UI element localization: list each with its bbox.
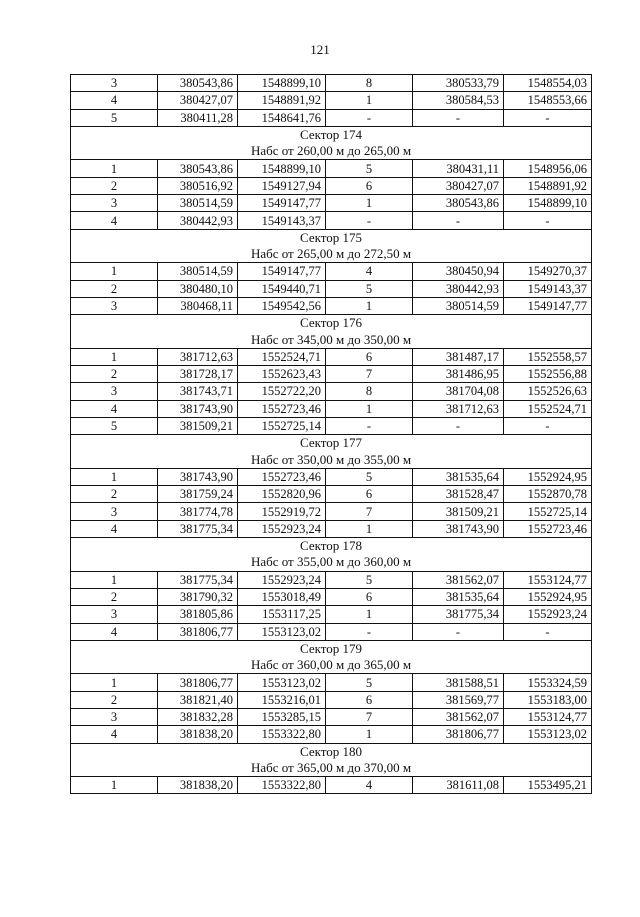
point-number-cell: - bbox=[326, 212, 413, 229]
y-coordinate-cell: 1549143,37 bbox=[504, 280, 592, 297]
y-coordinate-cell: 1552924,95 bbox=[504, 588, 592, 605]
y-coordinate-cell: 1552923,24 bbox=[238, 520, 326, 537]
y-coordinate-cell: 1552558,57 bbox=[504, 348, 592, 365]
x-coordinate-cell: 380468,11 bbox=[158, 297, 238, 314]
point-number-cell: 8 bbox=[326, 383, 413, 400]
y-coordinate-cell: 1553285,15 bbox=[238, 708, 326, 725]
sector-title: Сектор 180 bbox=[71, 743, 592, 760]
y-coordinate-cell: 1549147,77 bbox=[238, 263, 326, 280]
point-number-cell: 2 bbox=[71, 486, 158, 503]
point-number-cell: 5 bbox=[326, 160, 413, 177]
y-coordinate-cell: 1548554,03 bbox=[504, 75, 592, 92]
point-number-cell: 4 bbox=[326, 777, 413, 794]
x-coordinate-cell: 381535,64 bbox=[413, 468, 504, 485]
x-coordinate-cell: 380427,07 bbox=[413, 177, 504, 194]
sector-subtitle: Набс от 365,00 м до 370,00 м bbox=[71, 760, 592, 777]
x-coordinate-cell: 381805,86 bbox=[158, 606, 238, 623]
y-coordinate-cell: 1552623,43 bbox=[238, 366, 326, 383]
y-coordinate-cell: 1552919,72 bbox=[238, 503, 326, 520]
y-coordinate-cell: 1552556,88 bbox=[504, 366, 592, 383]
y-coordinate-cell: 1553124,77 bbox=[504, 708, 592, 725]
y-coordinate-cell: 1552723,46 bbox=[238, 400, 326, 417]
point-number-cell: 1 bbox=[326, 520, 413, 537]
sector-title-row bbox=[71, 229, 592, 246]
x-coordinate-cell: 381775,34 bbox=[158, 520, 238, 537]
table-row bbox=[71, 160, 592, 177]
y-coordinate-cell: 1548891,92 bbox=[238, 92, 326, 109]
coordinates-table bbox=[70, 74, 592, 794]
point-number-cell: 4 bbox=[71, 726, 158, 743]
y-coordinate-cell: 1553123,02 bbox=[504, 726, 592, 743]
sector-title-row bbox=[71, 538, 592, 555]
y-coordinate-cell: 1548891,92 bbox=[504, 177, 592, 194]
table-row bbox=[71, 280, 592, 297]
point-number-cell: 2 bbox=[71, 177, 158, 194]
table-row bbox=[71, 571, 592, 588]
y-coordinate-cell: 1548899,10 bbox=[504, 195, 592, 212]
table-row bbox=[71, 588, 592, 605]
point-number-cell: - bbox=[326, 623, 413, 640]
sector-subtitle-row bbox=[71, 331, 592, 348]
x-coordinate-cell: 381775,34 bbox=[158, 571, 238, 588]
point-number-cell: 1 bbox=[71, 263, 158, 280]
point-number-cell: 1 bbox=[71, 468, 158, 485]
y-coordinate-cell: 1553324,59 bbox=[504, 674, 592, 691]
y-coordinate-cell: 1552526,63 bbox=[504, 383, 592, 400]
x-coordinate-cell: 381509,21 bbox=[413, 503, 504, 520]
x-coordinate-cell: 380442,93 bbox=[158, 212, 238, 229]
x-coordinate-cell: 381759,24 bbox=[158, 486, 238, 503]
x-coordinate-cell: 381704,08 bbox=[413, 383, 504, 400]
point-number-cell: 1 bbox=[326, 606, 413, 623]
x-coordinate-cell: 381743,90 bbox=[158, 468, 238, 485]
y-coordinate-cell: 1549127,94 bbox=[238, 177, 326, 194]
x-coordinate-cell: 381528,47 bbox=[413, 486, 504, 503]
table-row bbox=[71, 674, 592, 691]
table-row bbox=[71, 520, 592, 537]
table-row bbox=[71, 297, 592, 314]
table-row bbox=[71, 75, 592, 92]
y-coordinate-cell: 1552524,71 bbox=[504, 400, 592, 417]
y-coordinate-cell: 1553322,80 bbox=[238, 777, 326, 794]
sector-title-row bbox=[71, 435, 592, 452]
x-coordinate-cell: 380431,11 bbox=[413, 160, 504, 177]
sector-title: Сектор 178 bbox=[71, 538, 592, 555]
sector-subtitle-row bbox=[71, 760, 592, 777]
table-row bbox=[71, 195, 592, 212]
point-number-cell: 6 bbox=[326, 348, 413, 365]
point-number-cell: 1 bbox=[326, 92, 413, 109]
point-number-cell: 6 bbox=[326, 177, 413, 194]
x-coordinate-cell: 381712,63 bbox=[413, 400, 504, 417]
y-coordinate-cell: 1549147,77 bbox=[238, 195, 326, 212]
sector-subtitle: Набс от 350,00 м до 355,00 м bbox=[71, 452, 592, 469]
y-coordinate-cell: 1553124,77 bbox=[504, 571, 592, 588]
x-coordinate-cell: 380442,93 bbox=[413, 280, 504, 297]
y-coordinate-cell: 1552924,95 bbox=[504, 468, 592, 485]
point-number-cell: 6 bbox=[326, 691, 413, 708]
sector-title: Сектор 174 bbox=[71, 126, 592, 143]
x-coordinate-cell: 381806,77 bbox=[413, 726, 504, 743]
point-number-cell: 1 bbox=[71, 674, 158, 691]
point-number-cell: 2 bbox=[71, 691, 158, 708]
x-coordinate-cell: 381509,21 bbox=[158, 417, 238, 434]
table-row bbox=[71, 503, 592, 520]
point-number-cell: 1 bbox=[71, 160, 158, 177]
y-coordinate-cell: 1549542,56 bbox=[238, 297, 326, 314]
x-coordinate-cell: 381486,95 bbox=[413, 366, 504, 383]
table-row bbox=[71, 263, 592, 280]
point-number-cell: 4 bbox=[71, 212, 158, 229]
y-coordinate-cell: 1552722,20 bbox=[238, 383, 326, 400]
coordinates-table-body bbox=[71, 75, 592, 794]
table-row bbox=[71, 92, 592, 109]
y-coordinate-cell: 1552870,78 bbox=[504, 486, 592, 503]
y-coordinate-cell: 1553216,01 bbox=[238, 691, 326, 708]
x-coordinate-cell: - bbox=[413, 212, 504, 229]
y-coordinate-cell: 1548956,06 bbox=[504, 160, 592, 177]
y-coordinate-cell: 1548553,66 bbox=[504, 92, 592, 109]
x-coordinate-cell: 380450,94 bbox=[413, 263, 504, 280]
table-row bbox=[71, 623, 592, 640]
x-coordinate-cell: 381790,32 bbox=[158, 588, 238, 605]
sector-subtitle: Набс от 260,00 м до 265,00 м bbox=[71, 143, 592, 160]
table-row bbox=[71, 212, 592, 229]
x-coordinate-cell: 381838,20 bbox=[158, 726, 238, 743]
y-coordinate-cell: 1553183,00 bbox=[504, 691, 592, 708]
y-coordinate-cell: 1552725,14 bbox=[238, 417, 326, 434]
sector-subtitle: Набс от 345,00 м до 350,00 м bbox=[71, 331, 592, 348]
y-coordinate-cell: 1553123,02 bbox=[238, 674, 326, 691]
table-row bbox=[71, 383, 592, 400]
point-number-cell: 1 bbox=[71, 777, 158, 794]
sector-subtitle-row bbox=[71, 554, 592, 571]
y-coordinate-cell: - bbox=[504, 417, 592, 434]
point-number-cell: 7 bbox=[326, 503, 413, 520]
table-row bbox=[71, 177, 592, 194]
point-number-cell: 4 bbox=[71, 623, 158, 640]
y-coordinate-cell: 1549270,37 bbox=[504, 263, 592, 280]
sector-subtitle-row bbox=[71, 246, 592, 263]
table-row bbox=[71, 486, 592, 503]
point-number-cell: - bbox=[326, 109, 413, 126]
y-coordinate-cell: 1553018,49 bbox=[238, 588, 326, 605]
x-coordinate-cell: 381728,17 bbox=[158, 366, 238, 383]
x-coordinate-cell: 381569,77 bbox=[413, 691, 504, 708]
y-coordinate-cell: 1552923,24 bbox=[238, 571, 326, 588]
y-coordinate-cell: - bbox=[504, 623, 592, 640]
x-coordinate-cell: 380514,59 bbox=[413, 297, 504, 314]
x-coordinate-cell: 381743,71 bbox=[158, 383, 238, 400]
y-coordinate-cell: 1552820,96 bbox=[238, 486, 326, 503]
y-coordinate-cell: 1553117,25 bbox=[238, 606, 326, 623]
y-coordinate-cell: 1548899,10 bbox=[238, 160, 326, 177]
y-coordinate-cell: 1553495,21 bbox=[504, 777, 592, 794]
sector-title: Сектор 176 bbox=[71, 315, 592, 332]
table-row bbox=[71, 109, 592, 126]
x-coordinate-cell: 381832,28 bbox=[158, 708, 238, 725]
point-number-cell: 2 bbox=[71, 366, 158, 383]
y-coordinate-cell: - bbox=[504, 212, 592, 229]
point-number-cell: 5 bbox=[326, 468, 413, 485]
y-coordinate-cell: 1552725,14 bbox=[504, 503, 592, 520]
y-coordinate-cell: - bbox=[504, 109, 592, 126]
sector-title: Сектор 179 bbox=[71, 640, 592, 657]
point-number-cell: 3 bbox=[71, 606, 158, 623]
x-coordinate-cell: 380514,59 bbox=[158, 195, 238, 212]
x-coordinate-cell: - bbox=[413, 109, 504, 126]
point-number-cell: 3 bbox=[71, 75, 158, 92]
x-coordinate-cell: 381806,77 bbox=[158, 623, 238, 640]
point-number-cell: 1 bbox=[326, 726, 413, 743]
y-coordinate-cell: 1549147,77 bbox=[504, 297, 592, 314]
point-number-cell: 5 bbox=[326, 280, 413, 297]
point-number-cell: 4 bbox=[326, 263, 413, 280]
y-coordinate-cell: 1552923,24 bbox=[504, 606, 592, 623]
y-coordinate-cell: 1552723,46 bbox=[504, 520, 592, 537]
sector-subtitle-row bbox=[71, 143, 592, 160]
x-coordinate-cell: 381774,78 bbox=[158, 503, 238, 520]
sector-subtitle: Набс от 265,00 м до 272,50 м bbox=[71, 246, 592, 263]
x-coordinate-cell: 381821,40 bbox=[158, 691, 238, 708]
point-number-cell: 5 bbox=[326, 571, 413, 588]
y-coordinate-cell: 1552524,71 bbox=[238, 348, 326, 365]
x-coordinate-cell: 380543,86 bbox=[413, 195, 504, 212]
table-row bbox=[71, 726, 592, 743]
point-number-cell: 8 bbox=[326, 75, 413, 92]
sector-subtitle: Набс от 355,00 м до 360,00 м bbox=[71, 554, 592, 571]
point-number-cell: 6 bbox=[326, 588, 413, 605]
x-coordinate-cell: 381588,51 bbox=[413, 674, 504, 691]
point-number-cell: 1 bbox=[326, 195, 413, 212]
point-number-cell: 5 bbox=[71, 417, 158, 434]
x-coordinate-cell: 381838,20 bbox=[158, 777, 238, 794]
y-coordinate-cell: 1553123,02 bbox=[238, 623, 326, 640]
sector-title-row bbox=[71, 640, 592, 657]
point-number-cell: 6 bbox=[326, 486, 413, 503]
point-number-cell: 4 bbox=[71, 520, 158, 537]
table-row bbox=[71, 691, 592, 708]
point-number-cell: 4 bbox=[71, 92, 158, 109]
sector-subtitle-row bbox=[71, 452, 592, 469]
point-number-cell: 1 bbox=[326, 297, 413, 314]
point-number-cell: 3 bbox=[71, 503, 158, 520]
x-coordinate-cell: 380543,86 bbox=[158, 75, 238, 92]
sector-title: Сектор 175 bbox=[71, 229, 592, 246]
point-number-cell: 2 bbox=[71, 280, 158, 297]
x-coordinate-cell: 381806,77 bbox=[158, 674, 238, 691]
table-row bbox=[71, 417, 592, 434]
x-coordinate-cell: 380584,53 bbox=[413, 92, 504, 109]
x-coordinate-cell: 381562,07 bbox=[413, 708, 504, 725]
point-number-cell: 5 bbox=[326, 674, 413, 691]
x-coordinate-cell: 381562,07 bbox=[413, 571, 504, 588]
x-coordinate-cell: 381743,90 bbox=[413, 520, 504, 537]
table-row bbox=[71, 348, 592, 365]
x-coordinate-cell: 381611,08 bbox=[413, 777, 504, 794]
point-number-cell: 7 bbox=[326, 366, 413, 383]
table-row bbox=[71, 708, 592, 725]
point-number-cell: 7 bbox=[326, 708, 413, 725]
table-row bbox=[71, 777, 592, 794]
x-coordinate-cell: 381535,64 bbox=[413, 588, 504, 605]
point-number-cell: 3 bbox=[71, 195, 158, 212]
y-coordinate-cell: 1552723,46 bbox=[238, 468, 326, 485]
x-coordinate-cell: 380533,79 bbox=[413, 75, 504, 92]
x-coordinate-cell: 380543,86 bbox=[158, 160, 238, 177]
point-number-cell: 5 bbox=[71, 109, 158, 126]
x-coordinate-cell: 381712,63 bbox=[158, 348, 238, 365]
point-number-cell: 1 bbox=[71, 571, 158, 588]
sector-subtitle-row bbox=[71, 657, 592, 674]
point-number-cell: 2 bbox=[71, 588, 158, 605]
x-coordinate-cell: 381775,34 bbox=[413, 606, 504, 623]
page-number: 121 bbox=[310, 42, 330, 57]
sector-title: Сектор 177 bbox=[71, 435, 592, 452]
point-number-cell: 4 bbox=[71, 400, 158, 417]
x-coordinate-cell: - bbox=[413, 623, 504, 640]
sector-subtitle: Набс от 360,00 м до 365,00 м bbox=[71, 657, 592, 674]
sector-title-row bbox=[71, 315, 592, 332]
x-coordinate-cell: 380411,28 bbox=[158, 109, 238, 126]
sector-title-row bbox=[71, 126, 592, 143]
point-number-cell: 3 bbox=[71, 383, 158, 400]
x-coordinate-cell: - bbox=[413, 417, 504, 434]
y-coordinate-cell: 1548899,10 bbox=[238, 75, 326, 92]
point-number-cell: - bbox=[326, 417, 413, 434]
point-number-cell: 3 bbox=[71, 297, 158, 314]
x-coordinate-cell: 380427,07 bbox=[158, 92, 238, 109]
x-coordinate-cell: 380514,59 bbox=[158, 263, 238, 280]
table-row bbox=[71, 366, 592, 383]
x-coordinate-cell: 380516,92 bbox=[158, 177, 238, 194]
y-coordinate-cell: 1553322,80 bbox=[238, 726, 326, 743]
sector-title-row bbox=[71, 743, 592, 760]
table-row bbox=[71, 468, 592, 485]
y-coordinate-cell: 1548641,76 bbox=[238, 109, 326, 126]
x-coordinate-cell: 380480,10 bbox=[158, 280, 238, 297]
y-coordinate-cell: 1549440,71 bbox=[238, 280, 326, 297]
point-number-cell: 1 bbox=[71, 348, 158, 365]
point-number-cell: 1 bbox=[326, 400, 413, 417]
y-coordinate-cell: 1549143,37 bbox=[238, 212, 326, 229]
table-row bbox=[71, 400, 592, 417]
x-coordinate-cell: 381487,17 bbox=[413, 348, 504, 365]
point-number-cell: 3 bbox=[71, 708, 158, 725]
table-row bbox=[71, 606, 592, 623]
x-coordinate-cell: 381743,90 bbox=[158, 400, 238, 417]
